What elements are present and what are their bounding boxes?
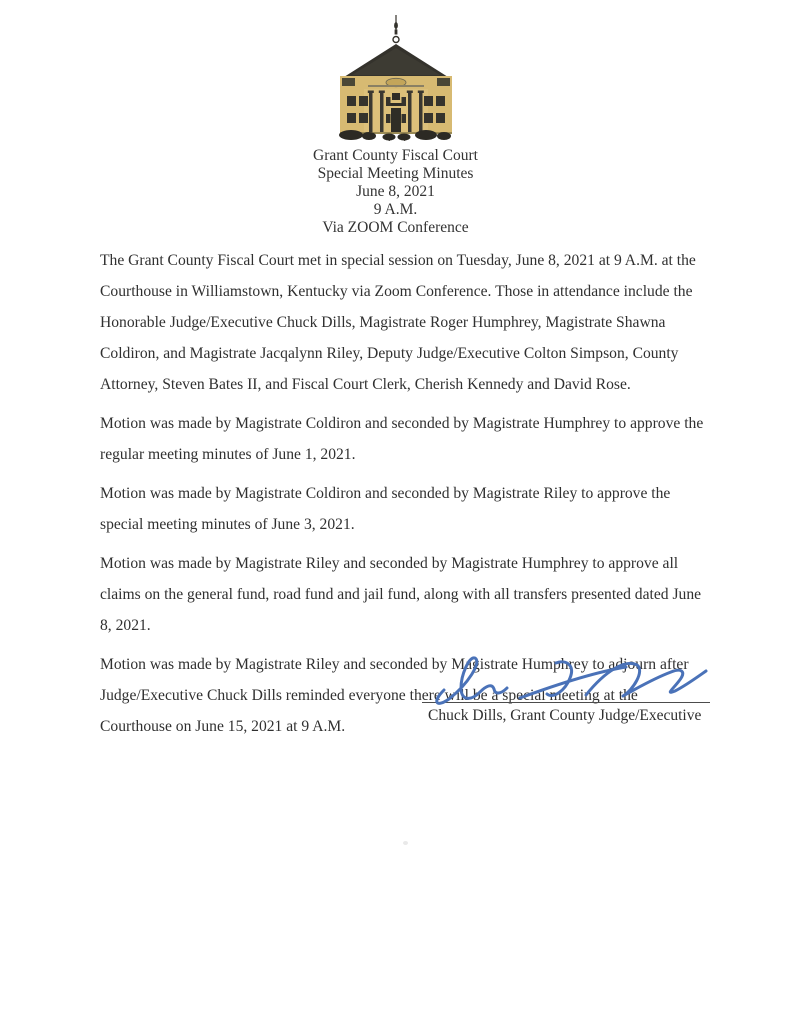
courthouse-illustration (334, 13, 458, 146)
courthouse-icon (334, 13, 458, 141)
paragraph-motion-regular-minutes: Motion was made by Magistrate Coldiron and seconded by Magistrate Humphrey to approve the regular meeting minutes of June 1, 2021. (100, 415, 704, 463)
signature-rule (422, 702, 710, 703)
heading-conference: Via ZOOM Conference (322, 219, 469, 236)
signature-block (422, 650, 714, 725)
paragraph-motion-claims: Motion was made by Magistrate Riley and seconded by Magistrate Humphrey to approve all claims on the general fund, road fund and jail fund, along with all transfers presented dated June 8, 2021. (100, 555, 702, 634)
scan-artifact (403, 841, 408, 845)
heading-subtitle: Special Meeting Minutes (317, 165, 474, 182)
paragraph-motion-special-minutes: Motion was made by Magistrate Coldiron and seconded by Magistrate Riley to approve the special meeting minutes of June 3, 2021. (100, 485, 671, 533)
document-heading (0, 147, 791, 237)
paragraph-attendance: The Grant County Fiscal Court met in special session on Tuesday, June 8, 2021 at 9 A.M. at the Courthouse in Williamstown, Kentucky via Zoom Conference. Those in attendance include the Honorable Judge/Executive Chuck Dills, Magistrate Roger Humphrey, Magistrate Shawna Coldiron, and Magistrate Jacqalynn Riley, Deputy Judge/Executive Colton Simpson, County Attorney, Steven Bates II, and Fiscal Court Clerk, Cherish Kennedy and David Rose. (100, 252, 696, 393)
heading-date: June 8, 2021 (356, 183, 435, 200)
signature-chuck-dills-icon (428, 650, 713, 708)
heading-title: Grant County Fiscal Court (313, 147, 478, 164)
heading-time: 9 A.M. (373, 201, 418, 218)
paragraph-motion-adjourn: Motion was made by Magistrate Riley and seconded by Magistrate Humphrey to adjourn after Judge/Executive Chuck Dills reminded everyone there will be a special meeting at the Courthouse on June 15, 2021 at 9 A.M. (100, 656, 689, 735)
signature-caption: Chuck Dills, Grant County Judge/Executive (428, 707, 702, 724)
